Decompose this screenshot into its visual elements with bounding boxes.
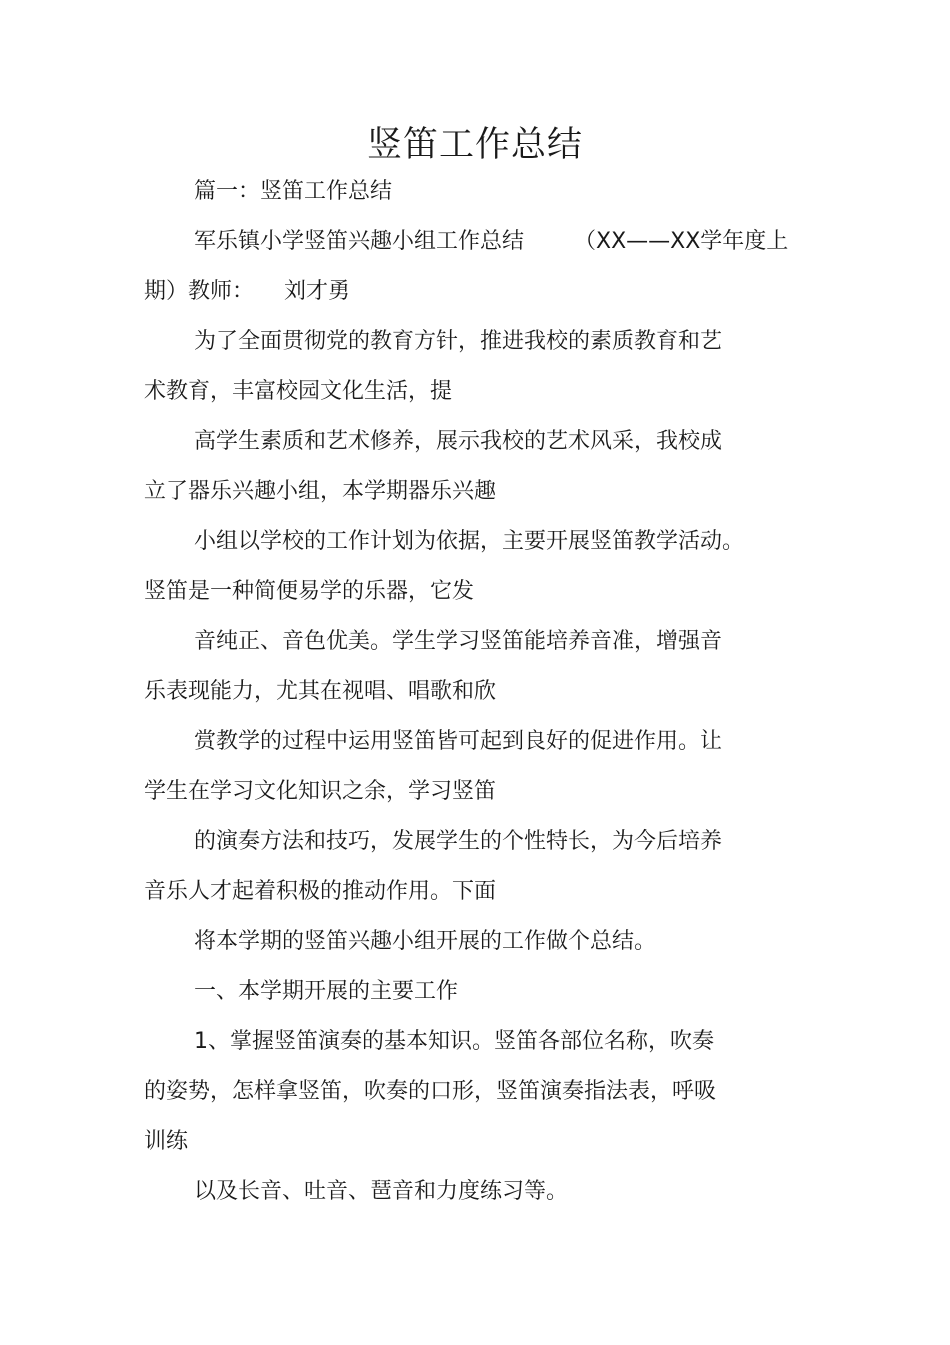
teacher-label: 期）教师： [144, 279, 255, 304]
body-line: 术教育，丰富校园文化生活，提 [144, 379, 453, 404]
body-line: 训练 [144, 1129, 189, 1154]
body-line: 音纯正、音色优美。学生学习竖笛能培养音准，增强音 [194, 629, 723, 654]
body-line: 乐表现能力，尤其在视唱、唱歌和欣 [144, 679, 497, 704]
section-heading: 篇一：竖笛工作总结 [194, 179, 393, 204]
body-line: 学生在学习文化知识之余，学习竖笛 [144, 779, 497, 804]
report-title-line [194, 227, 814, 257]
body-line: 为了全面贯彻党的教育方针，推进我校的素质教育和艺 [194, 329, 723, 354]
body-line: 立了器乐兴趣小组，本学期器乐兴趣 [144, 479, 497, 504]
body-line: 音乐人才起着积极的推动作用。下面 [144, 879, 497, 904]
teacher-line [144, 277, 444, 307]
body-line: 以及长音、吐音、琶音和力度练习等。 [194, 1179, 569, 1204]
section-heading: 一、本学期开展的主要工作 [194, 979, 459, 1004]
academic-year-text: （XX——XX学年度上 [574, 229, 789, 254]
teacher-name: 刘才勇 [284, 279, 351, 304]
body-line: 小组以学校的工作计划为依据，主要开展竖笛教学活动。 [194, 529, 745, 554]
body-line: 的姿势，怎样拿竖笛，吹奏的口形，竖笛演奏指法表，呼吸 [144, 1079, 717, 1104]
body-line: 竖笛是一种简便易学的乐器，它发 [144, 579, 475, 604]
document-title: 竖笛工作总结 [366, 125, 583, 165]
body-line: 高学生素质和艺术修养，展示我校的艺术风采，我校成 [194, 429, 723, 454]
body-line: 将本学期的竖笛兴趣小组开展的工作做个总结。 [194, 929, 657, 954]
body-line: 赏教学的过程中运用竖笛皆可起到良好的促进作用。让 [194, 729, 723, 754]
body-line: 的演奏方法和技巧，发展学生的个性特长，为今后培养 [194, 829, 723, 854]
report-title-text: 军乐镇小学竖笛兴趣小组工作总结 [194, 229, 525, 254]
list-item: 1、掌握竖笛演奏的基本知识。竖笛各部位名称，吹奏 [194, 1029, 714, 1054]
